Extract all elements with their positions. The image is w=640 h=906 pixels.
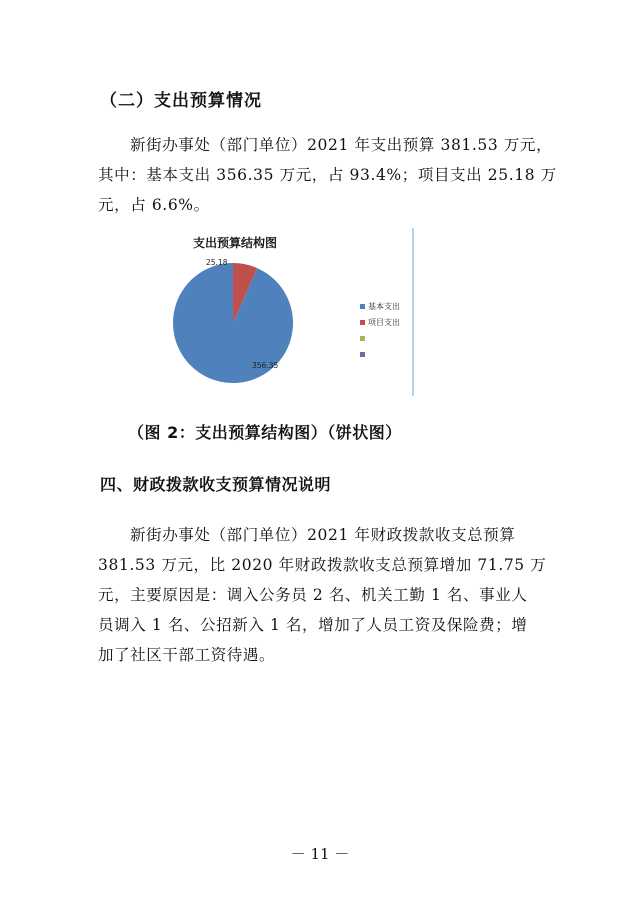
legend-swatch [360, 352, 365, 357]
section-title: （二）支出预算情况 [100, 91, 262, 111]
legend-swatch [360, 336, 365, 341]
legend-item [360, 314, 400, 330]
page-number: － 11 － [290, 845, 350, 863]
paragraph-line: 员调入 1 名、公招新入 1 名，增加了人员工资及保险费；增 [98, 616, 528, 634]
legend-label: 项目支出 [368, 317, 400, 327]
legend-swatch [360, 304, 365, 309]
legend-item [360, 330, 400, 346]
paragraph-line: 新街办事处（部门单位）2021 年支出预算 381.53 万元， [130, 136, 553, 154]
paragraph-line: 元，主要原因是：调入公务员 2 名、机关工勤 1 名、事业人 [98, 586, 528, 604]
fiscal-paragraph [98, 520, 548, 670]
legend-item [360, 346, 400, 362]
paragraph-line: 新街办事处（部门单位）2021 年财政拨款收支总预算 [130, 526, 516, 544]
pie-chart-svg [110, 226, 360, 396]
chart-title: 支出预算结构图 [192, 236, 277, 250]
legend-item [360, 298, 400, 314]
chart-border [412, 228, 414, 396]
section-title-2: 四、财政拨款收支预算情况说明 [100, 475, 332, 494]
figure-caption: （图 2：支出预算结构图）（饼状图） [128, 423, 402, 442]
paragraph-line: 元，占 6.6%。 [98, 196, 210, 214]
legend-label: 基本支出 [368, 301, 400, 311]
paragraph-line: 其中：基本支出 356.35 万元，占 93.4%；项目支出 25.18 万 [98, 166, 557, 184]
legend-swatch [360, 320, 365, 325]
data-label-basic: 356.35 [252, 361, 279, 370]
chart-legend [360, 298, 400, 362]
expenditure-paragraph [98, 130, 557, 220]
paragraph-line: 381.53 万元，比 2020 年财政拨款收支总预算增加 71.75 万 [98, 556, 547, 574]
paragraph-line: 加了社区干部工资待遇。 [98, 646, 276, 664]
data-label-project: 25.18 [206, 258, 228, 267]
